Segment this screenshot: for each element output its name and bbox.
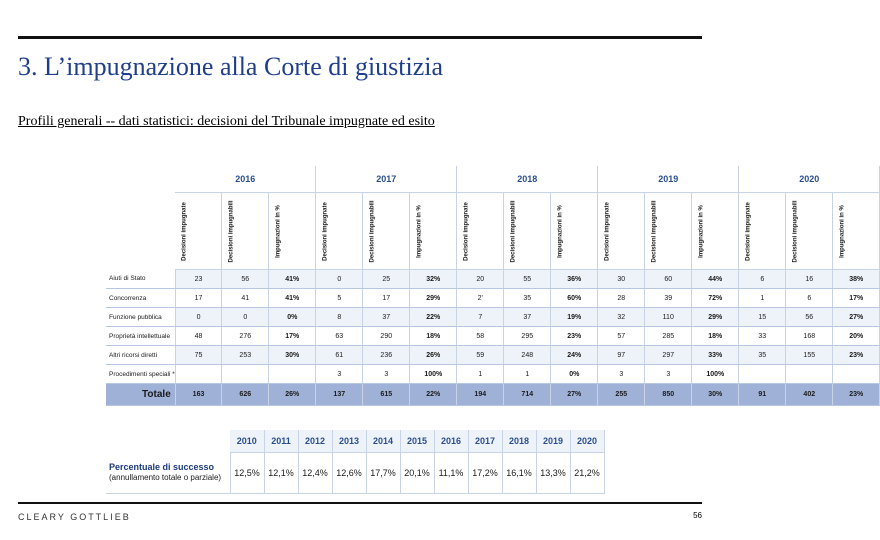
table-cell: 27% <box>833 308 880 327</box>
table-cell: 97 <box>598 346 645 365</box>
column-header-text: Decisioni impugnate <box>745 201 752 261</box>
table-row <box>106 289 880 308</box>
table-cell: 57 <box>598 327 645 346</box>
column-header-text: Impugnazioni in % <box>557 204 564 258</box>
table-cell: 56 <box>786 308 833 327</box>
table-cell: 7 <box>457 308 504 327</box>
table-cell: 20 <box>457 270 504 289</box>
table-cell: 44% <box>692 270 739 289</box>
table-cell: 35 <box>739 346 786 365</box>
row-label: Concorrenza <box>106 289 175 308</box>
table-row <box>106 308 880 327</box>
column-header-text: Decisioni impugnabili <box>228 200 235 263</box>
success-year: 2015 <box>400 430 434 453</box>
success-value: 20,1% <box>400 453 434 494</box>
table-cell: 32 <box>598 308 645 327</box>
column-header-row <box>106 193 880 270</box>
column-header <box>833 193 880 270</box>
page-number: 56 <box>693 511 702 520</box>
table-cell: 17 <box>363 289 410 308</box>
success-value: 12,6% <box>332 453 366 494</box>
table-cell: 1 <box>739 289 786 308</box>
total-cell: 91 <box>739 384 786 406</box>
table-cell <box>739 365 786 384</box>
table-cell: 61 <box>316 346 363 365</box>
column-header-text: Impugnazioni in % <box>416 204 423 258</box>
table-cell: 29% <box>692 308 739 327</box>
column-header-text: Decisioni impugnate <box>181 201 188 261</box>
table-cell: 1 <box>504 365 551 384</box>
success-year: 2014 <box>366 430 400 453</box>
table-cell: 297 <box>645 346 692 365</box>
success-year: 2010 <box>230 430 264 453</box>
year-header: 2020 <box>739 166 880 193</box>
table-cell: 295 <box>504 327 551 346</box>
table-cell: 155 <box>786 346 833 365</box>
table-cell: 22% <box>410 308 457 327</box>
table-cell: 0% <box>269 308 316 327</box>
total-cell: 137 <box>316 384 363 406</box>
success-year: 2020 <box>570 430 604 453</box>
row-label: Procedimenti speciali * <box>106 365 175 384</box>
column-header <box>269 193 316 270</box>
total-cell: 163 <box>175 384 222 406</box>
row-label: Proprietà intellettuale <box>106 327 175 346</box>
table-cell: 60% <box>551 289 598 308</box>
table-cell: 15 <box>739 308 786 327</box>
success-label-rest: (annullamento totale o parziale) <box>109 473 222 483</box>
table-cell: 2' <box>457 289 504 308</box>
table-cell <box>269 365 316 384</box>
column-header-text: Decisioni impugnate <box>322 201 329 261</box>
table-cell <box>833 365 880 384</box>
table-cell: 35 <box>504 289 551 308</box>
table-cell: 100% <box>410 365 457 384</box>
success-years-row <box>106 430 604 453</box>
table-cell: 48 <box>175 327 222 346</box>
table-row <box>106 346 880 365</box>
table-cell: 24% <box>551 346 598 365</box>
total-cell: 23% <box>833 384 880 406</box>
year-header: 2017 <box>316 166 457 193</box>
table-cell: 20% <box>833 327 880 346</box>
table-cell: 37 <box>504 308 551 327</box>
row-label: Funzione pubblica <box>106 308 175 327</box>
total-cell: 626 <box>222 384 269 406</box>
table-cell: 30% <box>269 346 316 365</box>
success-value: 21,2% <box>570 453 604 494</box>
total-cell: 255 <box>598 384 645 406</box>
success-label <box>106 453 230 494</box>
row-label: Altri ricorsi diretti <box>106 346 175 365</box>
table-cell: 63 <box>316 327 363 346</box>
success-value: 12,1% <box>264 453 298 494</box>
table-cell: 3 <box>598 365 645 384</box>
table-cell: 59 <box>457 346 504 365</box>
table-cell: 33 <box>739 327 786 346</box>
table-cell: 36% <box>551 270 598 289</box>
column-header-text: Decisioni impugnabili <box>369 200 376 263</box>
success-value: 17,2% <box>468 453 502 494</box>
success-year: 2017 <box>468 430 502 453</box>
table-cell: 1 <box>457 365 504 384</box>
table-cell: 56 <box>222 270 269 289</box>
table-cell: 168 <box>786 327 833 346</box>
table-cell: 32% <box>410 270 457 289</box>
table-cell: 29% <box>410 289 457 308</box>
year-header: 2018 <box>457 166 598 193</box>
column-header <box>645 193 692 270</box>
table-cell: 236 <box>363 346 410 365</box>
column-header <box>551 193 598 270</box>
table-cell: 18% <box>410 327 457 346</box>
column-header <box>739 193 786 270</box>
table-cell: 37 <box>363 308 410 327</box>
table-cell: 30 <box>598 270 645 289</box>
column-header <box>316 193 363 270</box>
column-header-text: Impugnazioni in % <box>839 204 846 258</box>
total-cell: 194 <box>457 384 504 406</box>
table-cell <box>222 365 269 384</box>
column-header <box>504 193 551 270</box>
slide-title: 3. L’impugnazione alla Corte di giustizia <box>18 52 444 81</box>
top-rule <box>18 36 702 39</box>
success-values-row <box>106 453 604 494</box>
table-cell: 3 <box>645 365 692 384</box>
column-header <box>175 193 222 270</box>
cleary-gottlieb-logo: CLEARY GOTTLIEB <box>18 512 131 522</box>
total-cell: 26% <box>269 384 316 406</box>
table-cell: 290 <box>363 327 410 346</box>
success-year: 2018 <box>502 430 536 453</box>
year-header: 2019 <box>598 166 739 193</box>
table-cell: 28 <box>598 289 645 308</box>
total-cell: 402 <box>786 384 833 406</box>
table-cell: 25 <box>363 270 410 289</box>
bottom-rule <box>18 502 702 504</box>
table-cell: 3 <box>316 365 363 384</box>
success-year: 2012 <box>298 430 332 453</box>
success-year: 2016 <box>434 430 468 453</box>
table-cell: 276 <box>222 327 269 346</box>
column-header <box>363 193 410 270</box>
table-cell: 6 <box>786 289 833 308</box>
table-cell: 5 <box>316 289 363 308</box>
year-header: 2016 <box>175 166 316 193</box>
success-value: 17,7% <box>366 453 400 494</box>
table-cell: 16 <box>786 270 833 289</box>
table-cell: 26% <box>410 346 457 365</box>
table-cell: 110 <box>645 308 692 327</box>
table-cell: 8 <box>316 308 363 327</box>
table-cell: 41% <box>269 289 316 308</box>
table-cell: 33% <box>692 346 739 365</box>
table-cell: 18% <box>692 327 739 346</box>
column-header <box>222 193 269 270</box>
table-cell: 19% <box>551 308 598 327</box>
table-cell: 253 <box>222 346 269 365</box>
table-cell: 0% <box>551 365 598 384</box>
table-row <box>106 270 880 289</box>
column-header <box>598 193 645 270</box>
success-year: 2011 <box>264 430 298 453</box>
column-header-text: Impugnazioni in % <box>698 204 705 258</box>
table-cell: 41 <box>222 289 269 308</box>
column-header-text: Decisioni impugnate <box>463 201 470 261</box>
table-cell: 39 <box>645 289 692 308</box>
success-value: 16,1% <box>502 453 536 494</box>
column-header <box>410 193 457 270</box>
table-cell <box>786 365 833 384</box>
table-cell: 100% <box>692 365 739 384</box>
table-cell: 6 <box>739 270 786 289</box>
table-cell: 248 <box>504 346 551 365</box>
success-value: 11,1% <box>434 453 468 494</box>
table-cell: 285 <box>645 327 692 346</box>
column-header <box>786 193 833 270</box>
success-value: 12,4% <box>298 453 332 494</box>
success-value: 13,3% <box>536 453 570 494</box>
column-header-text: Impugnazioni in % <box>275 204 282 258</box>
column-header-text: Decisioni impugnabili <box>510 200 517 263</box>
total-cell: 714 <box>504 384 551 406</box>
table-cell: 23% <box>551 327 598 346</box>
success-label-bold: Percentuale di successo <box>109 462 215 473</box>
column-header-text: Decisioni impugnate <box>604 201 611 261</box>
success-year: 2019 <box>536 430 570 453</box>
total-cell: 30% <box>692 384 739 406</box>
table-cell: 17% <box>833 289 880 308</box>
table-cell: 41% <box>269 270 316 289</box>
total-cell: 22% <box>410 384 457 406</box>
total-cell: 850 <box>645 384 692 406</box>
table-cell: 55 <box>504 270 551 289</box>
table-cell: 0 <box>175 308 222 327</box>
slide-subtitle: Profili generali -- dati statistici: decisioni del Tribunale impugnate ed esito <box>18 114 435 129</box>
table-cell: 0 <box>222 308 269 327</box>
column-header <box>457 193 504 270</box>
success-rate-table <box>106 430 605 494</box>
appeals-statistics-table <box>106 166 880 406</box>
years-header-row <box>106 166 880 193</box>
table-cell: 60 <box>645 270 692 289</box>
table-cell: 72% <box>692 289 739 308</box>
total-label: Totale <box>106 384 175 406</box>
table-row <box>106 365 880 384</box>
table-cell: 38% <box>833 270 880 289</box>
column-header-text: Decisioni impugnabili <box>792 200 799 263</box>
table-cell: 23% <box>833 346 880 365</box>
total-row <box>106 384 880 406</box>
table-cell: 17% <box>269 327 316 346</box>
success-value: 12,5% <box>230 453 264 494</box>
column-header-text: Decisioni impugnabili <box>651 200 658 263</box>
success-year: 2013 <box>332 430 366 453</box>
table-cell: 58 <box>457 327 504 346</box>
table-cell <box>175 365 222 384</box>
table-row <box>106 327 880 346</box>
table-cell: 0 <box>316 270 363 289</box>
table-cell: 75 <box>175 346 222 365</box>
total-cell: 615 <box>363 384 410 406</box>
column-header <box>692 193 739 270</box>
table-cell: 3 <box>363 365 410 384</box>
row-label: Aiuti di Stato <box>106 270 175 289</box>
table-cell: 23 <box>175 270 222 289</box>
table-cell: 17 <box>175 289 222 308</box>
total-cell: 27% <box>551 384 598 406</box>
